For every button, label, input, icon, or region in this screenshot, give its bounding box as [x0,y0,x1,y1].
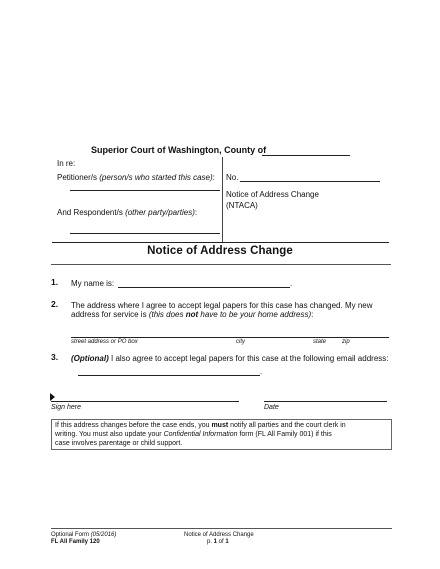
item-2-line-2-e: : [311,310,314,319]
item-2-line-2 [71,310,313,320]
notice-line-1-c: notify all parties and the court clerk in [228,422,346,429]
caption-divider [222,157,223,243]
item-2-line-1: The address where I agree to accept legal papers for this case has changed. My new [71,301,373,310]
respondent-label [57,208,197,218]
state-caption: state [313,339,327,345]
respondent-hint: (other party/parties) [125,208,195,217]
footer-page-of: of [217,539,226,545]
footer-page-total: 1 [225,539,229,545]
date-label: Date [264,404,279,411]
notice-line-1-a: If this address changes before the case ends, you [55,422,212,429]
signature-field[interactable] [51,401,239,402]
item-1-end: . [290,279,293,288]
notice-confidential: Confidential Information [163,431,238,438]
item-1-number: 1. [51,277,59,287]
street-caption: street address or PO box [71,339,138,345]
footer-page-current: 1 [213,539,218,545]
respondent-label-text: And Respondent/s [57,208,123,217]
case-number-label: No. [226,173,239,182]
date-field[interactable] [264,401,387,402]
zip-caption: zip [342,339,350,345]
name-field[interactable] [118,287,290,288]
caption-form-name: Notice of Address Change [226,190,319,199]
item-2-line-2-d: have to be your home address) [198,310,312,319]
petitioner-field[interactable] [70,190,220,191]
notice-line-1 [55,421,346,430]
item-3-text [71,354,389,364]
respondent-field[interactable] [70,233,220,234]
item-2-line-2-a: address for service is [71,310,149,319]
footer-page-prefix: p. [207,539,214,545]
notice-line-2-a: writing. You must also update your [55,431,164,438]
item-2-number: 2. [51,299,59,309]
item-3-body: I also agree to accept legal papers for this case at the following email address: [108,354,389,363]
footer-page-number [207,538,229,546]
in-re-label: In re: [57,159,76,168]
city-caption: city [236,339,245,345]
notice-must: must [211,422,229,429]
sign-here-label: Sign here [51,404,81,411]
item-1-label: My name is: [71,279,115,288]
petitioner-colon: : [212,173,215,182]
petitioner-label-text: Petitioner/s [57,173,98,182]
footer-optional-label: Optional Form [51,532,91,538]
footer-form-code: FL All Family 120 [51,539,100,545]
court-title: Superior Court of Washington, County of [91,145,267,155]
document-title: Notice of Address Change [147,245,293,257]
respondent-colon: : [194,208,198,217]
notice-line-2-c: form (FL All Family 001) if this [237,431,332,438]
footer-center-title: Notice of Address Change [184,532,254,538]
case-number-field[interactable] [240,181,380,182]
caption-right-bottom-line [222,242,389,243]
notice-line-3: case involves parentage or child support. [55,440,183,447]
item-2-line-2-c: not [185,310,199,319]
petitioner-hint: (person/s who started this case) [99,173,213,182]
notice-line-2 [55,430,332,439]
title-rule [51,264,391,265]
petitioner-label [57,173,215,183]
caption-left-bottom-line [52,242,222,243]
item-3-optional: (Optional) [71,354,109,363]
item-3-number: 3. [51,352,59,362]
footer-rule [51,528,392,529]
item-3-end: . [260,367,263,376]
county-field[interactable] [262,155,350,156]
caption-form-abbrev: (NTACA) [226,201,258,210]
item-2-line-2-b: (this does [148,310,186,319]
footer-form-date: (05/2016) [90,532,117,538]
email-field[interactable] [78,375,260,376]
sign-here-arrow-icon [50,393,55,401]
